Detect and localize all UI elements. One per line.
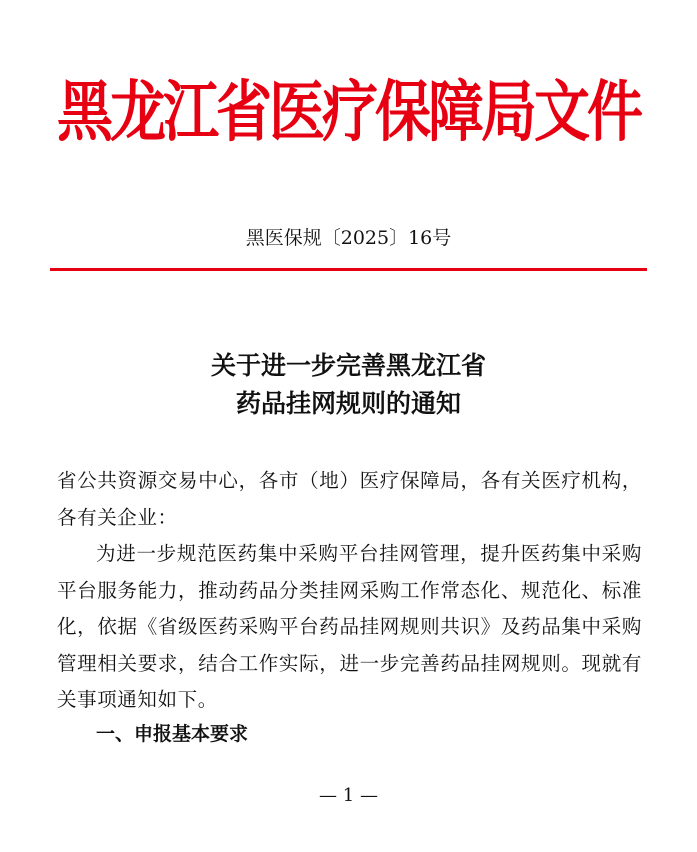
recipients-paragraph: 省公共资源交易中心，各市（地）医疗保障局，各有关医疗机构，各有关企业： xyxy=(57,469,642,529)
intro-paragraph: 为进一步规范医药集中采购平台挂网管理，提升医药集中采购平台服务能力，推动药品分类挂网采购工作常态化、规范化、标准化，依据《省级医药采购平台药品挂网规则共识》及药品集中采购管理相关要求，结合工作实际，进一步完善药品挂网规则。现就有关事项通知如下。 xyxy=(57,542,642,711)
notice-title-line-2: 药品挂网规则的通知 xyxy=(235,389,461,418)
notice-body xyxy=(57,463,642,719)
section-heading-1: 一、申报基本要求 xyxy=(96,723,249,745)
red-divider-line xyxy=(50,268,647,271)
notice-title-line-1: 关于进一步完善黑龙江省 xyxy=(210,351,486,380)
red-header-title: 黑龙江省医疗保障局文件 xyxy=(57,73,640,151)
page-number: — 1 — xyxy=(319,785,378,806)
notice-title xyxy=(0,347,697,423)
document-number: 黑医保规〔2025〕16号 xyxy=(245,227,452,249)
